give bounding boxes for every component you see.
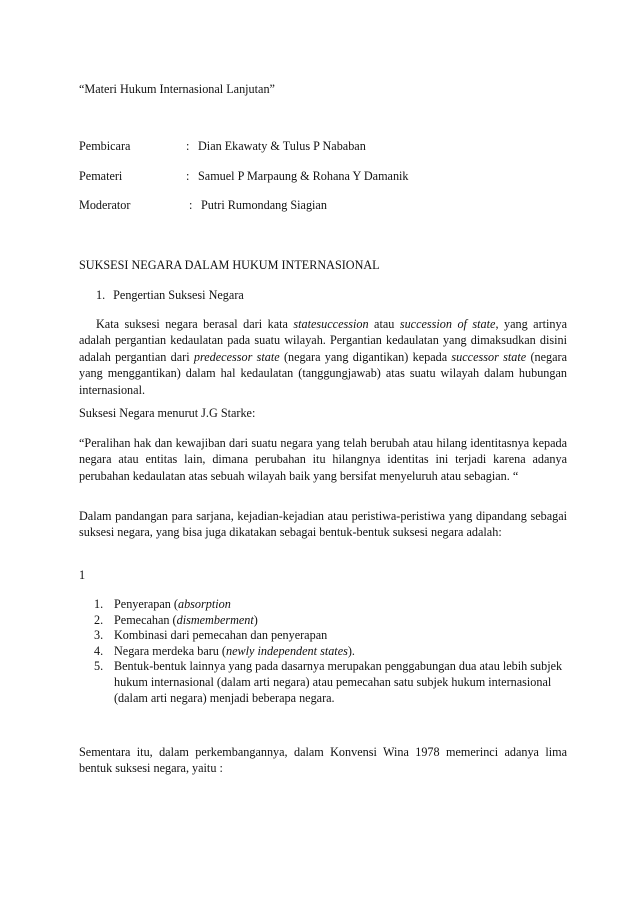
pembicara-row (79, 138, 366, 154)
list-item-text: Kombinasi dari pemecahan dan penyerapan (114, 628, 328, 643)
list-item-text: Penyerapan ( (114, 597, 178, 611)
list-item-number: 2. (94, 612, 104, 627)
list-item-term: newly independent states (226, 643, 348, 658)
scholars-paragraph: Dalam pandangan para sarjana, kejadian-kejadian atau peristiwa-peristiwa yang dipandang sebagai suksesi negara, yang bisa juga dikatakan sebagai bentuk-bentuk suksesi negara adalah: (79, 509, 567, 540)
document-title: “Materi Hukum Internasional Lanjutan” (79, 82, 275, 96)
pembicara-value: Dian Ekawaty & Tulus P Nababan (198, 139, 366, 153)
list-item (94, 597, 564, 613)
pemateri-row (79, 168, 409, 184)
list-item-suffix: ). (347, 643, 355, 658)
definition-text-2: atau (368, 317, 400, 331)
page-number: 1 (79, 568, 86, 582)
definition-text-4: (negara yang digantikan) kepada (279, 349, 452, 364)
subsection-number: 1. (96, 288, 106, 302)
list-item-term: dismemberment (176, 612, 254, 627)
moderator-row (79, 197, 327, 213)
succession-forms-list (94, 597, 564, 706)
list-item (94, 628, 564, 644)
definition-text-1: Kata suksesi negara berasal dari kata (96, 317, 294, 331)
list-item-term: absorption (177, 597, 231, 611)
pemateri-value: Samuel P Marpaung & Rohana Y Damanik (198, 169, 409, 183)
list-item (94, 659, 564, 706)
list-item-number: 1. (94, 597, 104, 611)
subsection-heading (96, 287, 244, 303)
list-item-number: 5. (94, 659, 104, 674)
moderator-colon: : (189, 198, 193, 212)
definition-text-5: (negara yang menggantikan) dalam hal kedaulatan (tanggungjawab) atas suatu wilayah dalam hubungan internasional. (79, 349, 567, 397)
vienna-convention-paragraph: Sementara itu, dalam perkembangannya, dalam Konvensi Wina 1978 memerinci adanya lima bentuk suksesi negara, yaitu : (79, 745, 567, 776)
term-successor-state: successor state (451, 349, 527, 364)
moderator-value: Putri Rumondang Siagian (201, 198, 327, 212)
starke-heading: Suksesi Negara menurut J.G Starke: (79, 406, 256, 420)
term-statesuccession: statesuccession (293, 317, 369, 331)
definition-text-3: , yang artinya adalah pergantian kedaulatan pada suatu wilayah. Pergantian kedaulatan yang dimaksudkan disini adalah pergantian dari (79, 317, 567, 364)
list-item (94, 613, 564, 629)
subsection-title: Pengertian Suksesi Negara (113, 288, 244, 302)
moderator-label: Moderator (79, 198, 131, 212)
pembicara-colon: : (186, 139, 190, 153)
definition-paragraph (79, 316, 567, 398)
list-item-suffix: ) (253, 612, 258, 627)
list-item-text: Bentuk-bentuk lainnya yang pada dasarnya merupakan penggabungan dua atau lebih subjek hukum internasional (dalam arti negara) atau pemecahan satu subjek hukum internasional (dalam arti negara) menjadi beberapa negara. (114, 659, 563, 705)
section-title: SUKSESI NEGARA DALAM HUKUM INTERNASIONAL (79, 258, 380, 272)
starke-quote: “Peralihan hak dan kewajiban dari suatu negara yang telah berubah atau hilang identitasnya kepada negara atau entitas lain, dimana perubahan itu hilangnya identitas ini terjadi karena adanya perubahan kedaulatan atas sebuah wilayah baik yang bersifat menyeluruh atau sebagian. “ (79, 436, 567, 483)
term-succession-of-state: succession of state (399, 317, 496, 331)
list-item-text: Pemecahan ( (114, 612, 177, 627)
list-item-number: 3. (94, 628, 104, 643)
term-predecessor-state: predecessor state (193, 349, 280, 364)
pembicara-label: Pembicara (79, 139, 131, 153)
pemateri-colon: : (186, 169, 190, 183)
list-item-number: 4. (94, 643, 104, 658)
pemateri-label: Pemateri (79, 169, 123, 183)
list-item (94, 644, 564, 660)
list-item-text: Negara merdeka baru ( (114, 643, 226, 658)
